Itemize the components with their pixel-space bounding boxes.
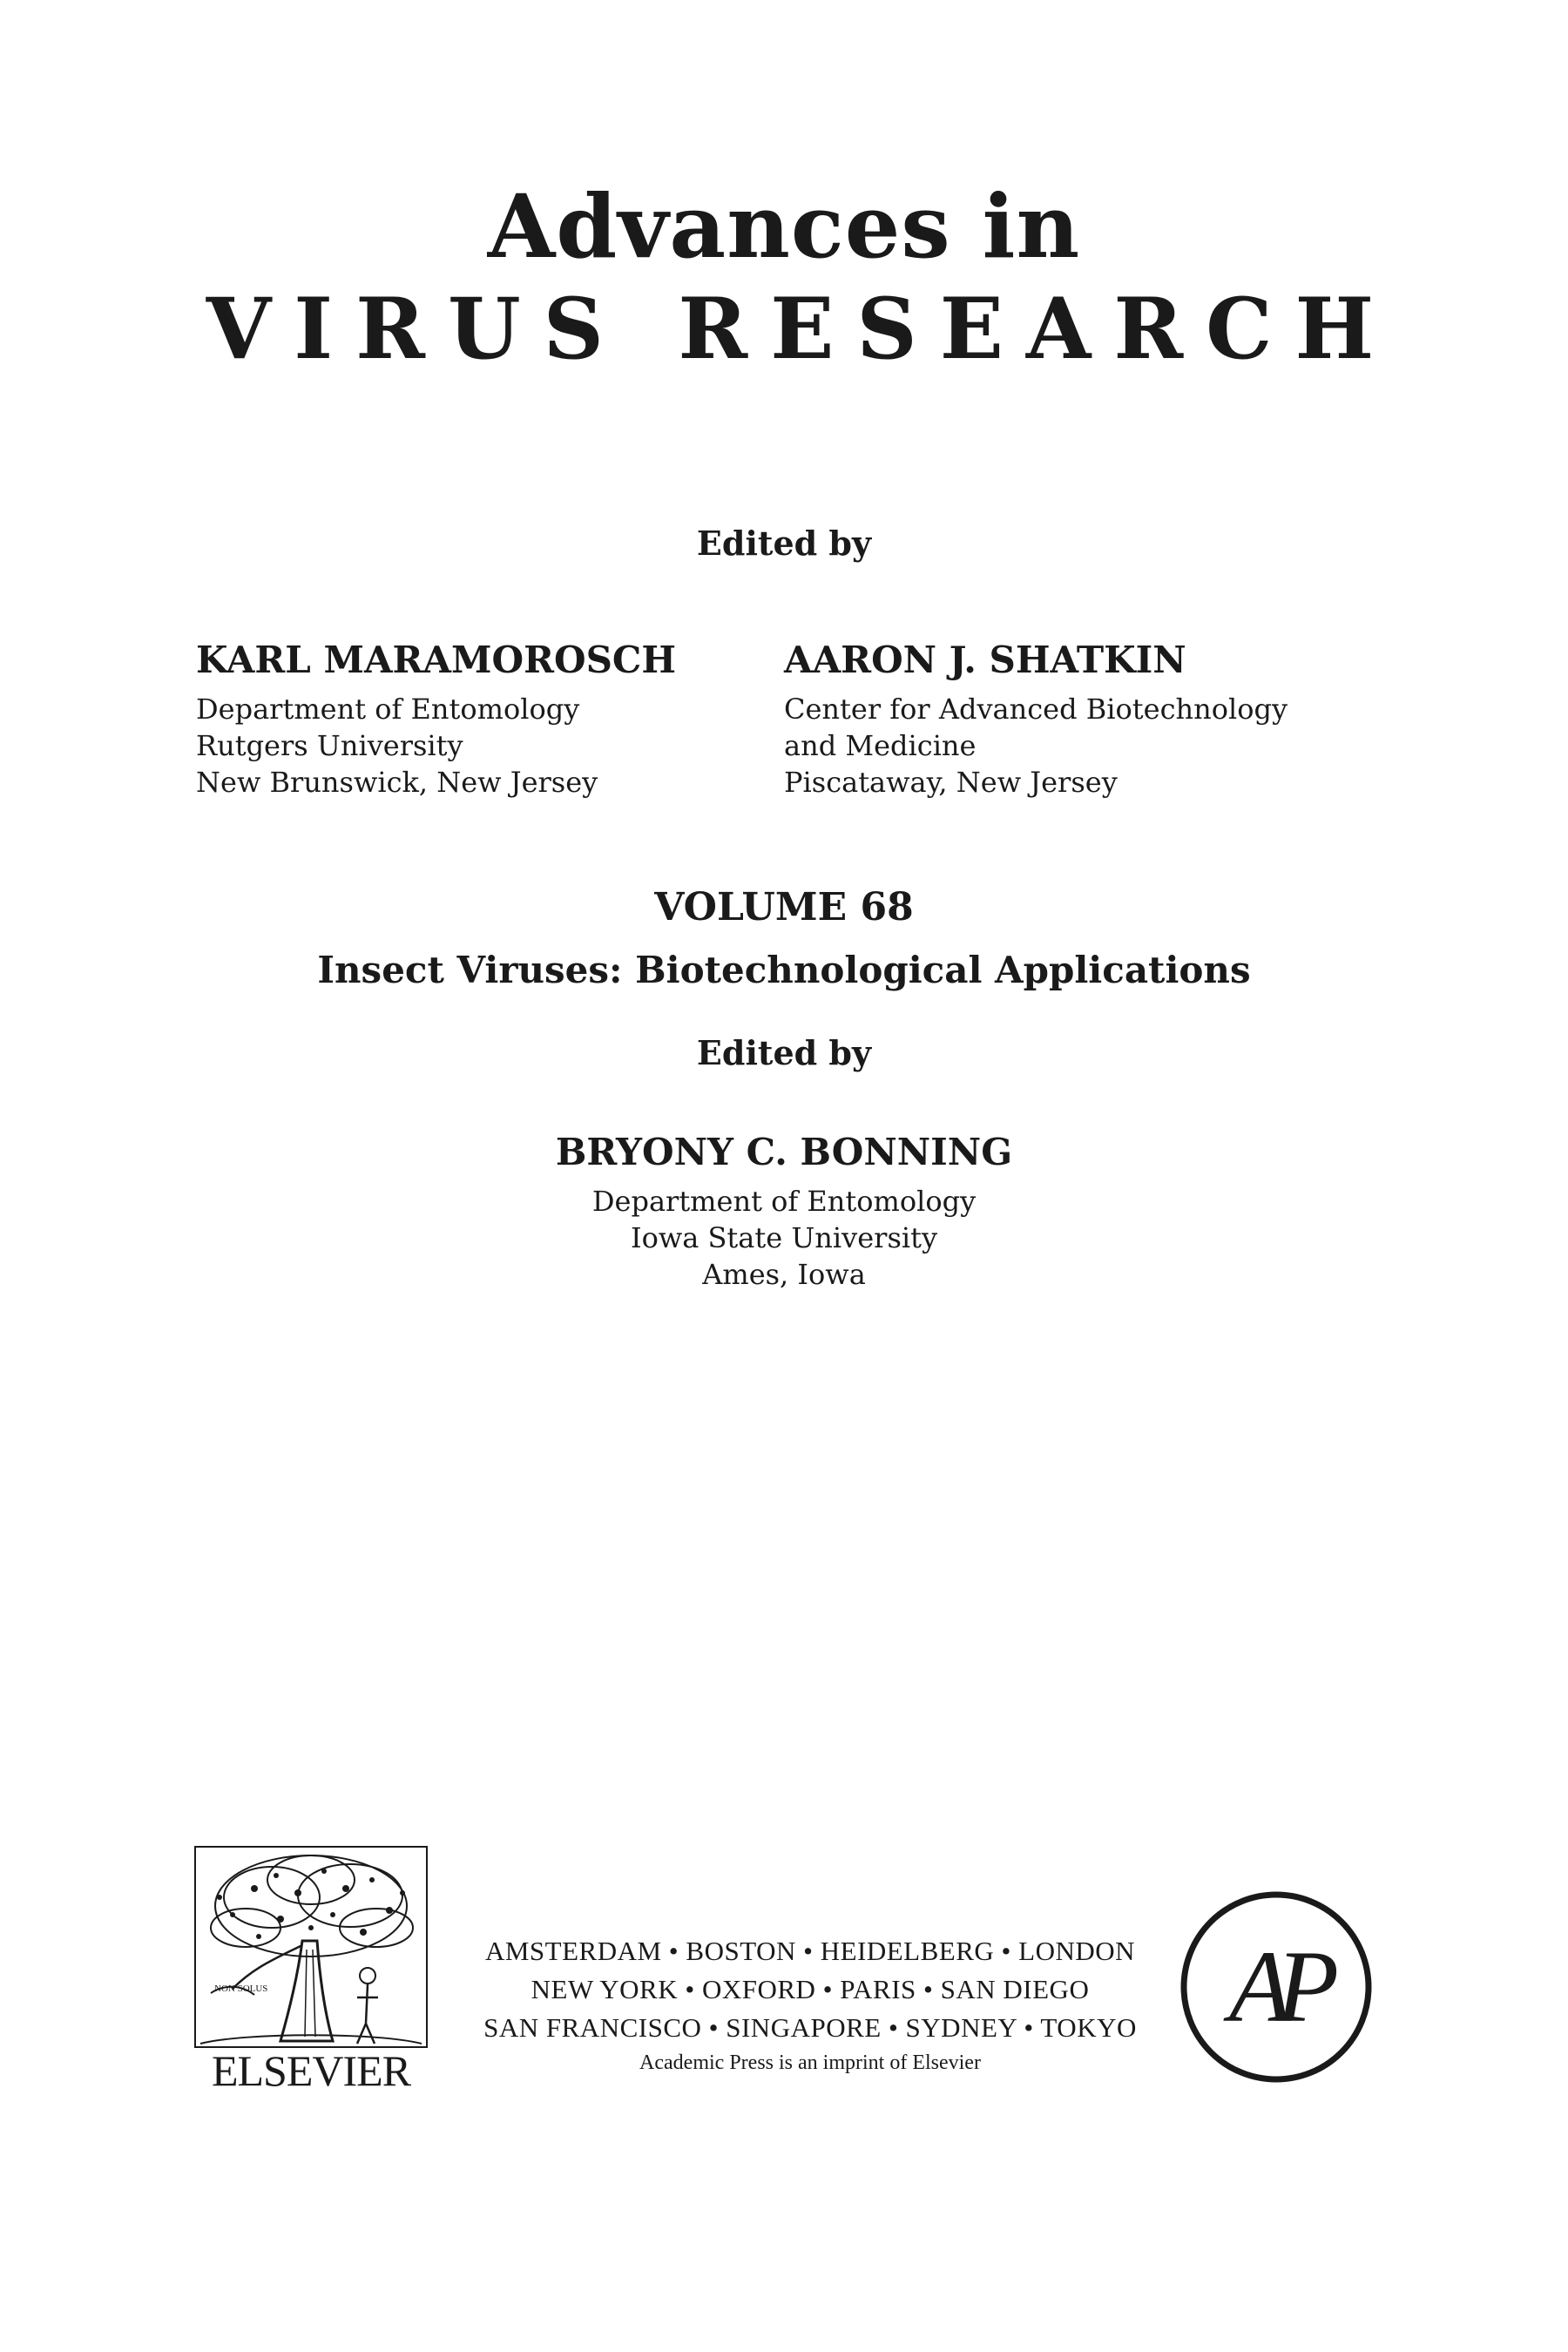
editor-affiliation-left (196, 691, 598, 801)
affiliation-line: Department of Entomology (196, 693, 580, 726)
cities-line: NEW YORK • OXFORD • PARIS • SAN DIEGO (531, 1974, 1090, 2004)
editor-name-left: KARL MARAMOROSCH (196, 639, 677, 681)
publisher-cities (453, 1932, 1167, 2047)
affiliation-line: New Brunswick, New Jersey (196, 766, 598, 799)
affiliation-line: Ames, Iowa (702, 1258, 866, 1291)
affiliation-line: Department of Entomology (591, 1185, 977, 1218)
elsevier-wordmark: ELSEVIER (211, 2046, 411, 2095)
volume-subtitle: Insect Viruses: Biotechnological Applications (317, 949, 1251, 991)
affiliation-line: Iowa State University (630, 1221, 938, 1254)
volume-editor-name: BRYONY C. BONNING (555, 1131, 1013, 1173)
affiliation-line: Rutgers University (196, 729, 463, 762)
academic-press-ap-logo (1178, 1889, 1375, 2085)
imprint-note: Academic Press is an imprint of Elsevier (639, 2051, 981, 2074)
cities-line: AMSTERDAM • BOSTON • HEIDELBERG • LONDON (484, 1936, 1136, 1966)
affiliation-line: Center for Advanced Biotechnology (784, 693, 1288, 726)
affiliation-line: and Medicine (784, 729, 977, 762)
edited-by-label: Edited by (696, 524, 872, 563)
ap-logo-letters: AP (1228, 1930, 1324, 2044)
affiliation-line: Piscataway, New Jersey (784, 766, 1118, 799)
elsevier-motto: NON SOLUS (214, 1984, 268, 1994)
series-title-line1: Advances in (487, 175, 1081, 278)
cities-line: SAN FRANCISCO • SINGAPORE • SYDNEY • TOKYO (483, 2012, 1137, 2043)
volume-number: VOLUME 68 (654, 885, 914, 929)
editor-affiliation-right (784, 691, 1288, 801)
volume-editor-affiliation (0, 1183, 1568, 1293)
volume-edited-by-label: Edited by (696, 1033, 872, 1072)
series-title-line2: VIRUS RESEARCH (206, 280, 1397, 378)
editor-name-right: AARON J. SHATKIN (784, 639, 1186, 681)
